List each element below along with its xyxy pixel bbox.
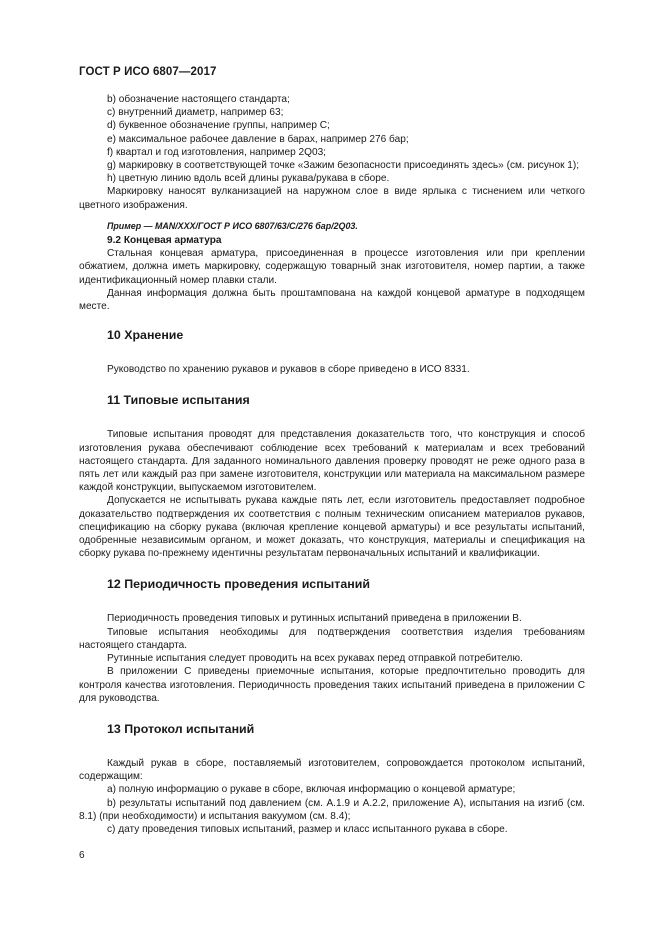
list-item-c: c) внутренний диаметр, например 63; [107,107,284,119]
paragraph-11-2: Допускается не испытывать рукава каждые пять лет, если изготовитель предоставляет подробное доказательство подтверждения их соответствия с полным техническим описанием материалов рукавов, спецификацию на сборку рукава (включая крепление концевой арматуры) и все результаты испытаний, одобренные независимым органом, и может доказать, что конструкция, материалы и спецификация на сборку рукава по-прежнему идентичны результатам первоначальных испытаний и квалификации. [79,495,585,560]
list-item-d: d) буквенное обозначение группы, например C; [107,120,330,132]
example-text: MAN/XXX/ГОСТ Р ИСО 6807/63/C/276 бар/2Q03. [154,220,358,231]
section-heading-10: 10 Хранение [107,328,184,343]
list-item-f: f) квартал и год изготовления, например 2Q03; [107,146,326,158]
paragraph-10-1: Руководство по хранению рукавов и рукавов в сборе приведено в ИСО 8331. [107,364,470,376]
list-item-13-b: b) результаты испытаний под давлением (см. A.1.9 и A.2.2, приложение A), испытания на изгиб (см. 8.1) (при необходимости) и испытания вакуумом (см. 8.4); [79,797,585,822]
paragraph-12-4: В приложении C приведены приемочные испытания, которые предпочтительно проводить для контроля качества изготовления. Периодичность проведения таких испытаний приведена в приложении C для руководства. [79,666,585,704]
list-item-h: h) цветную линию вдоль всей длины рукава/рукава в сборе. [107,173,390,185]
paragraph-9-2-1: Стальная концевая арматура, присоединенная в процессе изготовления или при креплении обжатием, должна иметь маркировку, содержащую товарный знак изготовителя, номер партии, а также идентификационный номер плавки стали. [79,248,585,286]
section-heading-12: 12 Периодичность проведения испытаний [107,577,370,592]
section-heading-11: 11 Типовые испытания [107,393,250,408]
example-label: Пример — [107,220,153,231]
paragraph-13-intro: Каждый рукав в сборе, поставляемый изготовителем, сопровождается протоколом испытаний, содержащим: [79,757,585,783]
subsection-heading-9-2: 9.2 Концевая арматура [107,235,222,247]
list-item-13-c: c) дату проведения типовых испытаний, размер и класс испытанного рукава в сборе. [107,823,508,835]
paragraph-vulcanize: Маркировку наносят вулканизацией на наружном слое в виде ярлыка с тиснением или четкого цветного изображения. [79,186,585,211]
page-number: 6 [79,850,85,861]
document-header: ГОСТ Р ИСО 6807—2017 [79,66,217,78]
paragraph-12-2: Типовые испытания необходимы для подтверждения соответствия изделия требованиям настоящего стандарта. [79,626,585,651]
paragraph-9-2-2: Данная информация должна быть проштампована на каждой концевой арматуре в подходящем месте. [79,287,585,313]
section-heading-13: 13 Протокол испытаний [107,721,255,736]
list-item-e: e) максимальное рабочее давление в барах, например 276 бар; [107,133,409,145]
list-item-13-a: a) полную информацию о рукаве в сборе, включая информацию о концевой арматуре; [107,784,516,796]
paragraph-12-3: Рутинные испытания следует проводить на всех рукавах перед отправкой потребителю. [107,653,523,665]
paragraph-12-1: Периодичность проведения типовых и рутинных испытаний приведена в приложении B. [107,613,522,625]
list-item-b: b) обозначение настоящего стандарта; [107,94,290,105]
page-content [79,93,585,836]
list-item-g: g) маркировку в соответствующей точке «Зажим безопасности присоединять здесь» (см. рисунок 1); [107,160,580,172]
example-note [79,220,585,233]
paragraph-11-1: Типовые испытания проводят для представления доказательств того, что конструкция и способ изготовления рукава обеспечивают соблюдение всех требований к материалам и всех требований настоящего стандарта. Для заданного номинального давления проверку проводят не реже одного раза в пять лет или каждый раз при замене изготовителя, конструкции или материала на максимальном размере каждой конструкции, выпускаемом изготовителем. [79,429,585,494]
